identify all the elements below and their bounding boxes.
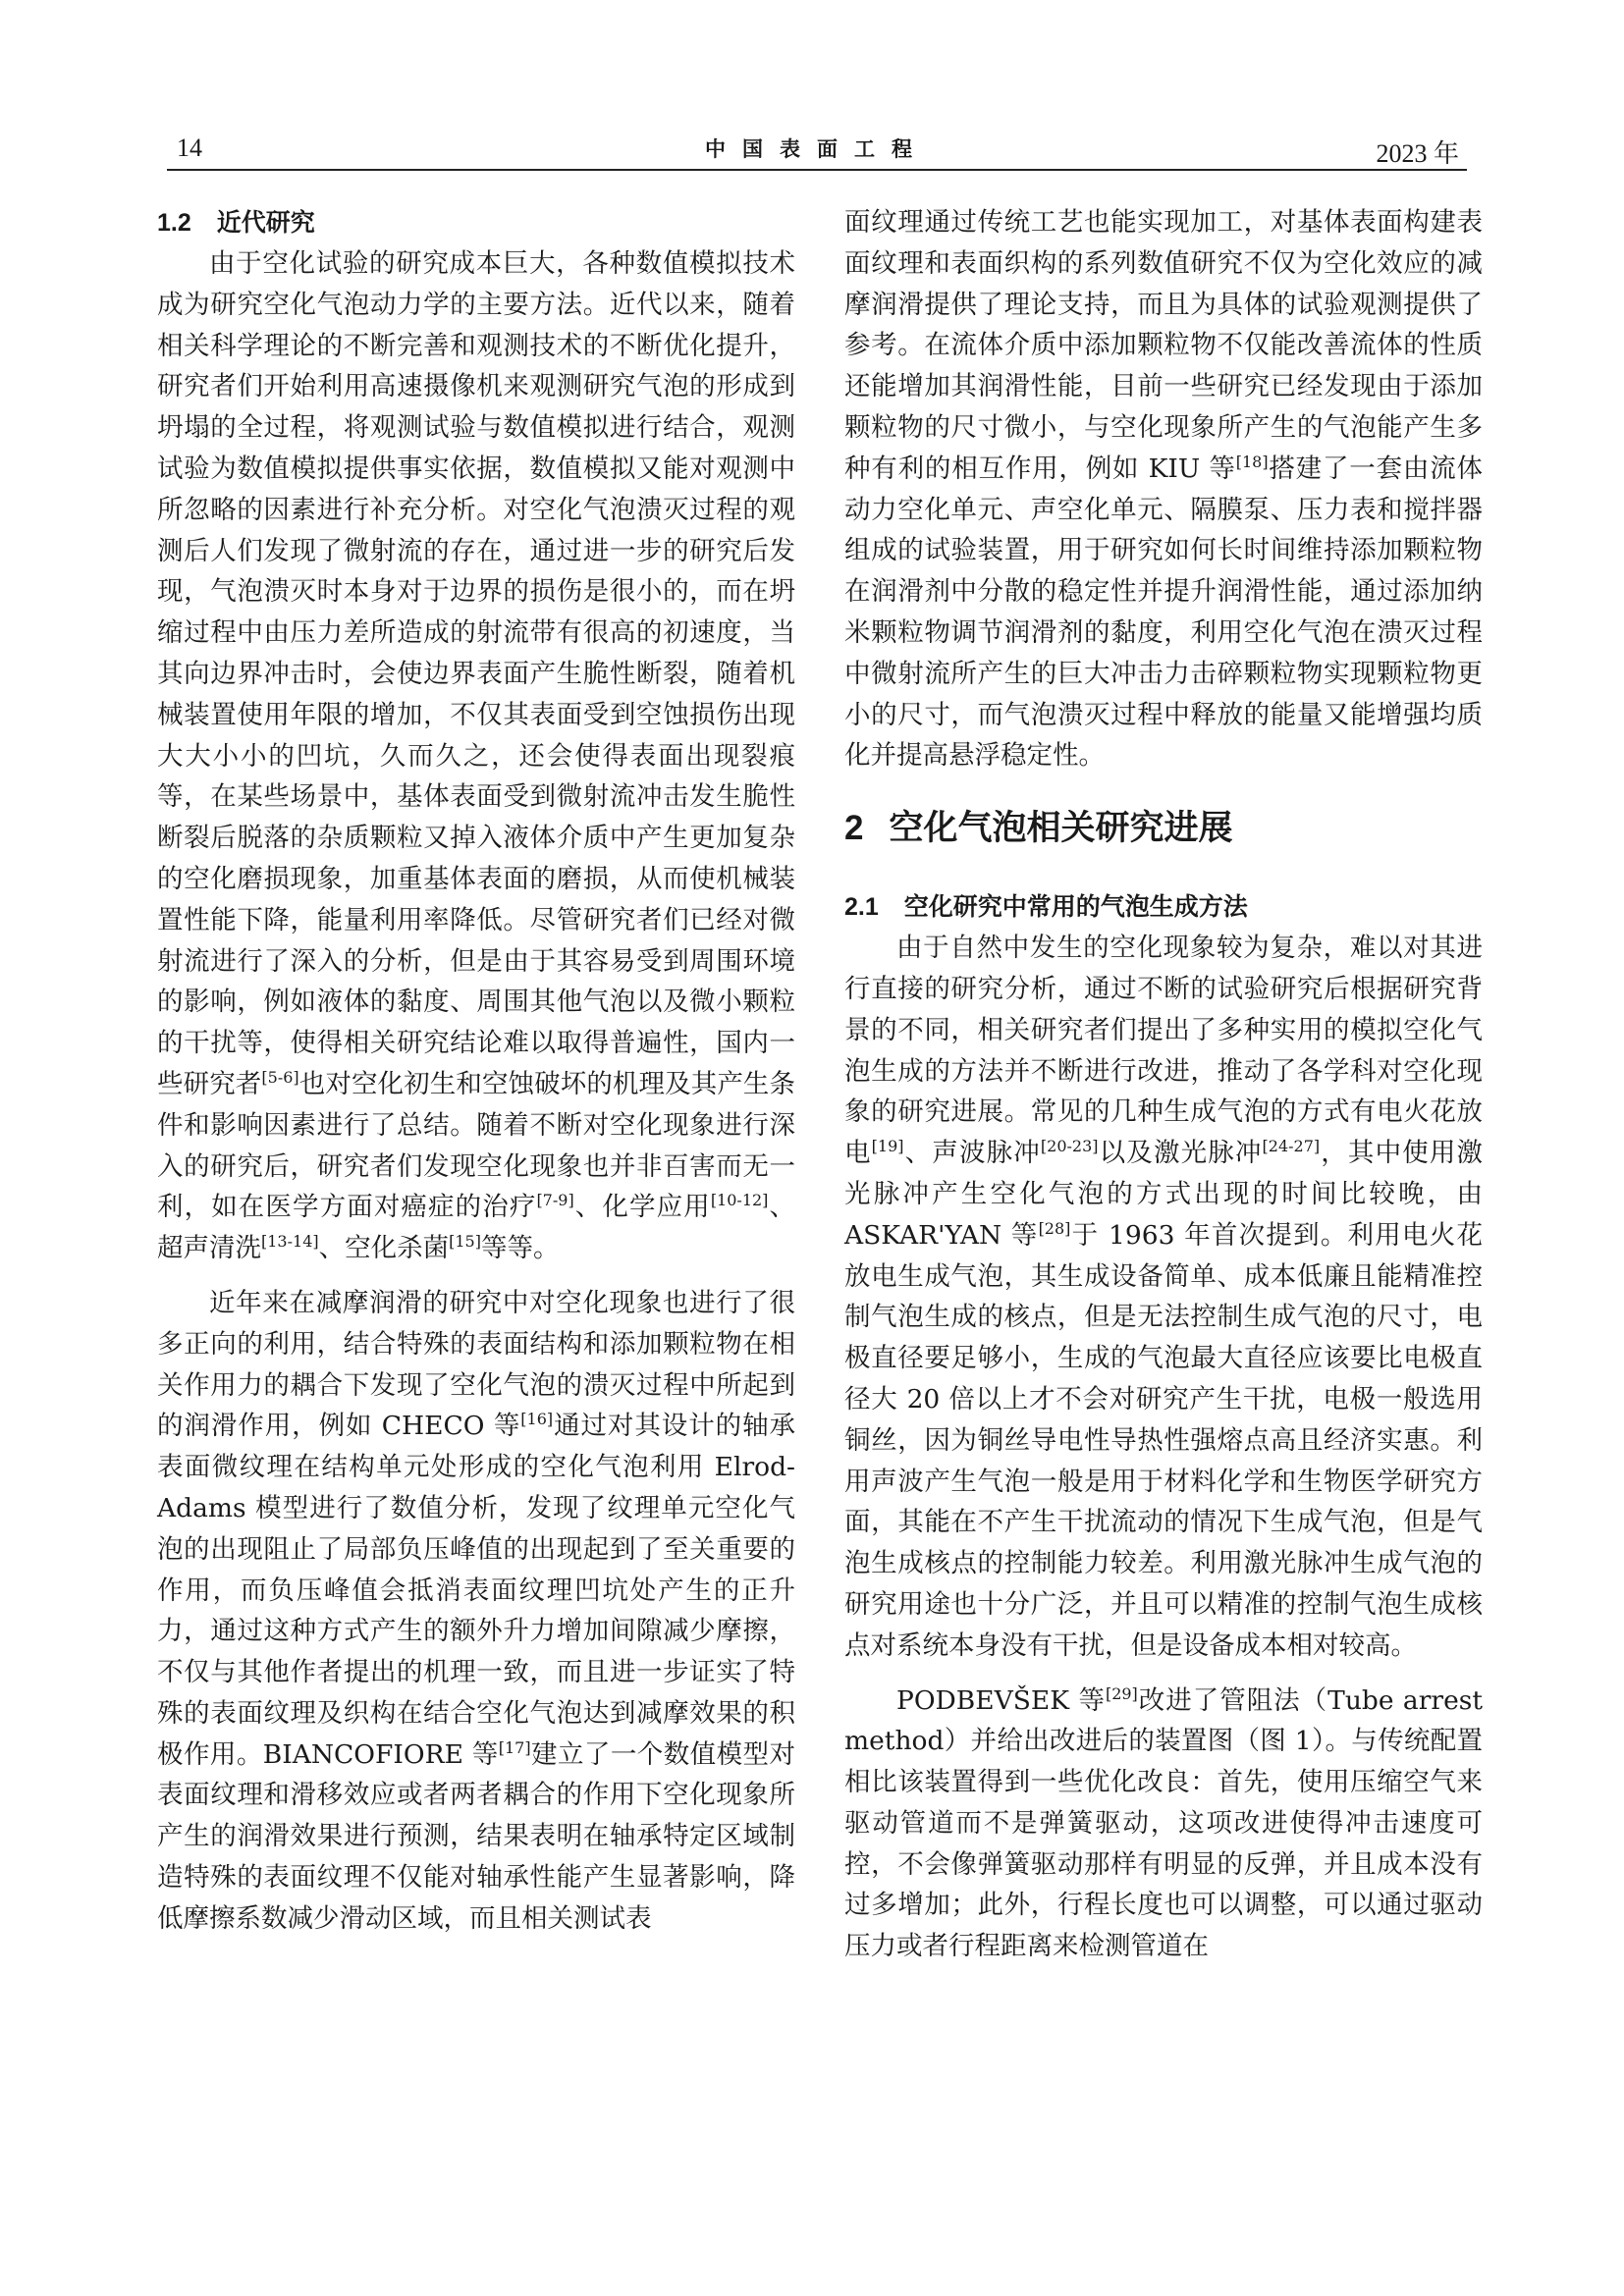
- text-run: 搭建了一套由流体动力空化单元、声空化单元、隔膜泵、压力表和搅拌器组成的试验装置，用于研究如何长时间维持添加颗粒物在润滑剂中分散的稳定性并提升润滑性能，通过添加纳米颗粒物调节润滑剂的黏度，利用空化气泡在溃灭过程中微射流所产生的巨大冲击力击碎颗粒物实现颗粒物更小的尺寸，而气泡溃灭过程中释放的能量又能增强均质化并提高悬浮稳定性。: [844, 453, 1483, 772]
- section-heading-2-1: [844, 886, 1483, 928]
- citation[interactable]: [13-14]: [261, 1232, 319, 1252]
- paragraph-gap: [844, 1667, 1483, 1681]
- citation[interactable]: [19]: [871, 1137, 904, 1156]
- text-run: 等等。: [480, 1233, 560, 1264]
- section-heading-1-2: [157, 202, 795, 243]
- text-run: 、声波脉冲: [903, 1138, 1041, 1169]
- citation[interactable]: [18]: [1235, 452, 1269, 471]
- chapter-heading-2: [844, 804, 1483, 853]
- text-run: 由于自然中发生的空化现象较为复杂，难以对其进行直接的研究分析，通过不断的试验研究后根据研究背景的不同，相关研究者们提出了多种实用的模拟空化气泡生成的方法并不断进行改进，推动了各学科对空化现象的研究进展。常见的几种生成气泡的方式有电火花放电: [844, 933, 1483, 1169]
- left-column: [157, 202, 795, 1940]
- section-number: 1.2: [157, 209, 191, 237]
- paragraph: [844, 1681, 1483, 1968]
- paragraph: [157, 243, 795, 1269]
- citation[interactable]: [7-9]: [536, 1191, 574, 1210]
- running-header: [167, 133, 1467, 173]
- text-run: 建立了一个数值模型对表面纹理和滑移效应或者两者耦合的作用下空化现象所产生的润滑效果进行预测，结果表明在轴承特定区域制造特殊的表面纹理不仅能对轴承性能产生显著影响，降低摩擦系数减少滑动区域，而且相关测试表: [157, 1738, 796, 1934]
- text-run: 通过对其设计的轴承表面微纹理在结构单元处形成的空化气泡利用 Elrod-Adams 模型进行了数值分析，发现了纹理单元空化气泡的出现阻止了局部负压峰值的出现起到了至关重要的作用，而负压峰值会抵消表面纹理凹坑处产生的正升力，通过这种方式产生的额外升力增加间隙减少摩擦，不仅与其他作者提出的机理一致，而且进一步证实了特殊的表面纹理及织构在结合空化气泡达到减摩效果的积极作用。BIANCOFIORE 等: [157, 1411, 795, 1770]
- citation[interactable]: [16]: [520, 1410, 554, 1429]
- text-run: 改进了管阻法（Tube arrest method）并给出改进后的装置图（图 1）。与传统配置相比该装置得到一些优化改良：首先，使用压缩空气来驱动管道而不是弹簧驱动，这项改进使得冲击速度可控，不会像弹簧驱动那样有明显的反弹，并且成本没有过多增加；此外，行程长度也可以调整，可以通过驱动压力或者行程距离来检测管道在: [844, 1684, 1483, 1962]
- citation[interactable]: [17]: [498, 1737, 531, 1757]
- citation[interactable]: [28]: [1038, 1218, 1071, 1238]
- paragraph-gap: [157, 1269, 795, 1283]
- citation[interactable]: [5-6]: [261, 1068, 299, 1088]
- text-run: 由于空化试验的研究成本巨大，各种数值模拟技术成为研究空化气泡动力学的主要方法。近代以来，随着相关科学理论的不断完善和观测技术的不断优化提升，研究者们开始利用高速摄像机来观测研究气泡的形成到坍塌的全过程，将观测试验与数值模拟进行结合，观测试验为数值模拟提供事实依据，数值模拟又能对观测中所忽略的因素进行补充分析。对空化气泡溃灭过程的观测后人们发现了微射流的存在，通过进一步的研究后发现，气泡溃灭时本身对于边界的损伤是很小的，而在坍缩过程中由压力差所造成的射流带有很高的初速度，当其向边界冲击时，会使边界表面产生脆性断裂，随着机械装置使用年限的增加，不仅其表面受到空蚀损伤出现大大小小的凹坑，久而久之，还会使得表面出现裂痕等，在某些场景中，基体表面受到微射流冲击发生脆性断裂后脱落的杂质颗粒又掉入液体介质中产生更加复杂的空化磨损现象，加重基体表面的磨损，从而使机械装置性能下降，能量利用率降低。尽管研究者们已经对微射流进行了深入的分析，但是由于其容易受到周围环境的影响，例如液体的黏度、周围其他气泡以及微小颗粒的干扰等，使得相关研究结论难以取得普遍性，国内一些研究者: [157, 248, 795, 1099]
- text-run: 于 1963 年首次提到。利用电火花放电生成气泡，其生成设备简单、成本低廉且能精准控制气泡生成的核点，但是无法控制生成气泡的尺寸，电极直径要足够小，生成的气泡最大直径应该要比电极直径大 20 倍以上才不会对研究产生干扰，电极一般选用铜丝，因为铜丝导电性导热性强熔点高且经济实惠。利用声波产生气泡一般是用于材料化学和生物医学研究方面，其能在不产生干扰流动的情况下生成气泡，但是气泡生成核点的控制能力较差。利用激光脉冲生成气泡的研究用途也十分广泛，并且可以精准的控制气泡生成核点对系统本身没有干扰，但是设备成本相对较高。: [844, 1219, 1484, 1661]
- paragraph: [844, 928, 1483, 1666]
- text-run: ，其中使用激光脉冲产生空化气泡的方式出现的时间比较晚，由 ASKAR'YAN 等: [844, 1138, 1484, 1251]
- section-number: 2.1: [844, 893, 879, 922]
- citation[interactable]: [24-27]: [1262, 1137, 1321, 1156]
- text-run: 面纹理通过传统工艺也能实现加工，对基体表面构建表面纹理和表面织构的系列数值研究不仅为空化效应的减摩润滑提供了理论支持，而且为具体的试验观测提供了参考。在流体介质中添加颗粒物不仅能改善流体的性质还能增加其润滑性能，目前一些研究已经发现由于添加颗粒物的尺寸微小，与空化现象所产生的气泡能产生多种有利的相互作用，例如 KIU 等: [844, 207, 1483, 484]
- chapter-number: 2: [844, 809, 864, 848]
- text-run: 也对空化初生和空蚀破坏的机理及其产生条件和影响因素进行了总结。随着不断对空化现象进行深入的研究后，研究者们发现空化现象也并非百害而无一利，如在医学方面对癌症的治疗: [157, 1068, 796, 1223]
- citation[interactable]: [10-12]: [710, 1191, 769, 1210]
- text-run: 以及激光脉冲: [1098, 1138, 1263, 1169]
- text-run: 、化学应用: [573, 1192, 711, 1223]
- section-title: 空化研究中常用的气泡生成方法: [903, 892, 1248, 922]
- section-title: 近代研究: [216, 208, 315, 237]
- text-run: PODBEVŠEK 等: [896, 1684, 1106, 1716]
- chapter-title: 空化气泡相关研究进展: [889, 809, 1233, 849]
- citation[interactable]: [20-23]: [1040, 1137, 1099, 1156]
- paragraph: [157, 1283, 795, 1940]
- right-column: [844, 202, 1483, 1967]
- citation[interactable]: [29]: [1105, 1683, 1138, 1703]
- journal-title: 中国表面工程: [705, 136, 929, 161]
- header-rule: [167, 169, 1467, 171]
- text-run: 近年来在减摩润滑的研究中对空化现象也进行了很多正向的利用，结合特殊的表面结构和添加颗粒物在相关作用力的耦合下发现了空化气泡的溃灭过程中所起到的润滑作用，例如 CHECO 等: [157, 1287, 795, 1442]
- text-run: 、空化杀菌: [318, 1233, 450, 1264]
- citation[interactable]: [15]: [449, 1232, 481, 1252]
- page-number: 14: [177, 133, 202, 162]
- paragraph-continued: [844, 202, 1483, 776]
- text-run: 、超声清洗: [157, 1192, 796, 1264]
- publication-year: 2023 年: [1376, 139, 1459, 168]
